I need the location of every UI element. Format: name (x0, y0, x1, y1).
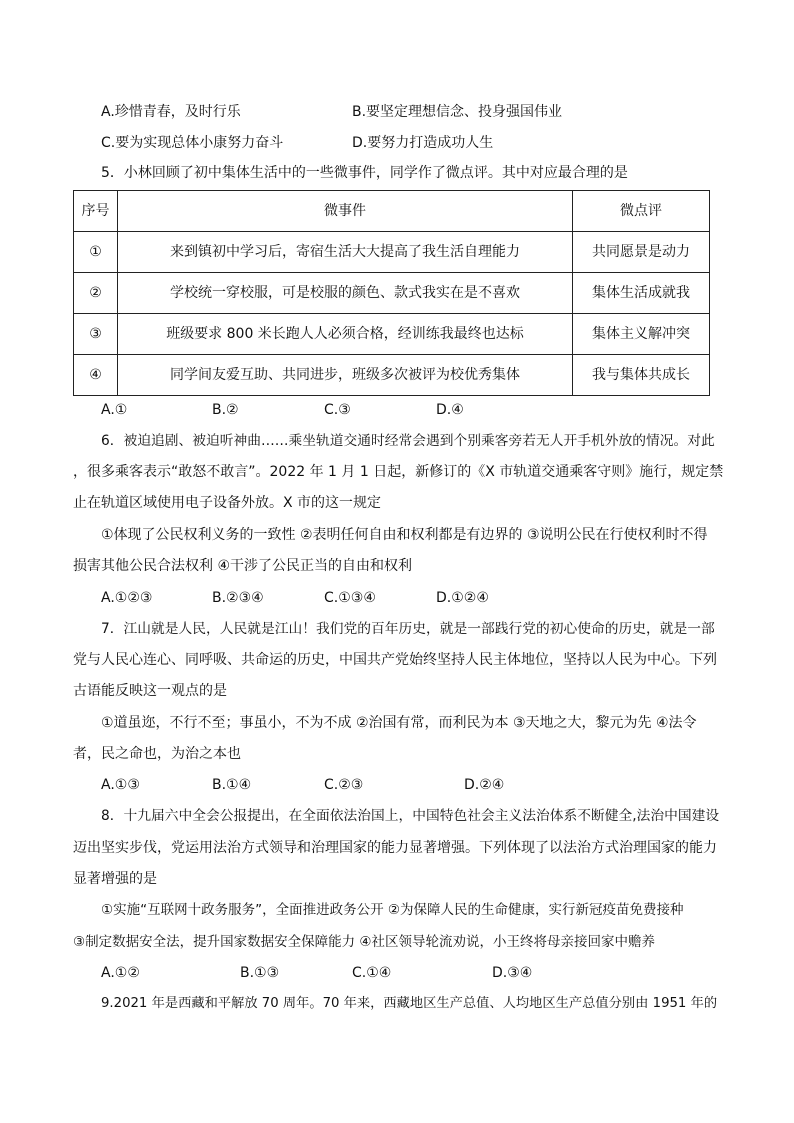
q7-option-a: A.①③ (101, 777, 140, 793)
row-event: 同学间友爱互助、共同进步，班级多次被评为校优秀集体 (118, 355, 573, 396)
q5-option-a: A.① (101, 402, 128, 418)
row-index: ① (74, 232, 118, 273)
row-comment: 我与集体共成长 (573, 355, 710, 396)
table-row (74, 232, 710, 273)
q4-option-a: A.珍惜青春，及时行乐 (101, 104, 241, 120)
q7-option-b: B.①④ (212, 777, 252, 793)
header-index: 序号 (74, 191, 118, 232)
q9-stem-line-1: 9.2021 年是西藏和平解放 70 周年。70 年来，西藏地区生产总值、人均地区生产总值分别由 1951 年的 (101, 996, 718, 1011)
q6-option-d: D.①②④ (436, 590, 489, 606)
q5-event-table (73, 190, 710, 396)
row-comment: 共同愿景是动力 (573, 232, 710, 273)
table-row (74, 355, 710, 396)
row-event: 班级要求 800 米长跑人人必须合格，经训练我最终也达标 (118, 314, 573, 355)
q8-stem-line-1: 8．十九届六中全会公报提出，在全面依法治国上，中国特色社会主义法治体系不断健全,法治中国建设 (101, 808, 720, 824)
q7-stem-line-3: 古语能反映这一观点的是 (73, 683, 227, 699)
row-comment: 集体主义解冲突 (573, 314, 710, 355)
q6-stem-line-2: ，很多乘客表示“敢怒不敢言”。2022 年 1 月 1 日起，新修订的《X 市轨道交通乘客守则》施行，规定禁 (73, 464, 724, 480)
row-index: ③ (74, 314, 118, 355)
table-header-row (74, 191, 710, 232)
q8-option-d: D.③④ (492, 965, 533, 981)
q4-option-c: C.要为实现总体小康努力奋斗 (101, 135, 284, 151)
q7-items-line-2: 者，民之命也，为治之本也 (73, 746, 241, 762)
q5-option-d: D.④ (436, 402, 464, 418)
table-row (74, 273, 710, 314)
q6-stem-line-3: 止在轨道区域使用电子设备外放。X 市的这一规定 (73, 495, 382, 511)
row-comment: 集体生活成就我 (573, 273, 710, 314)
q4-option-d: D.要努力打造成功人生 (352, 135, 494, 151)
q6-items-line-2: 损害其他公民合法权利 ④干涉了公民正当的自由和权利 (73, 558, 412, 574)
row-index: ④ (74, 355, 118, 396)
q8-stem-line-2: 迈出坚实步伐，党运用法治方式领导和治理国家的能力显著增强。下列体现了以法治方式治理国家的能力 (73, 840, 717, 856)
q5-stem: 5．小林回顾了初中集体生活中的一些微事件，同学作了微点评。其中对应最合理的是 (101, 165, 628, 181)
q6-items-line-1: ①体现了公民权利义务的一致性 ②表明任何自由和权利都是有边界的 ③说明公民在行使权利时不得 (101, 527, 708, 543)
q7-stem-line-2: 党与人民心连心、同呼吸、共命运的历史，中国共产党始终坚持人民主体地位，坚持以人民为中心。下列 (73, 652, 717, 668)
q8-items-line-2: ③制定数据安全法，提升国家数据安全保障能力 ④社区领导轮流劝说，小王终将母亲接回家中赡养 (73, 934, 655, 950)
q6-option-c: C.①③④ (324, 590, 376, 606)
row-event: 来到镇初中学习后，寄宿生活大大提高了我生活自理能力 (118, 232, 573, 273)
q7-stem-line-1: 7．江山就是人民，人民就是江山！我们党的百年历史，就是一部践行党的初心使命的历史，就是一部 (101, 621, 715, 637)
q8-stem-line-3: 显著增强的是 (73, 871, 157, 887)
q8-option-c: C.①④ (352, 965, 392, 981)
row-event: 学校统一穿校服，可是校服的颜色、款式我实在是不喜欢 (118, 273, 573, 314)
q8-option-b: B.①③ (240, 965, 280, 981)
q7-items-line-1: ①道虽迩，不行不至；事虽小，不为不成 ②治国有常，而利民为本 ③天地之大，黎元为先 ④法令 (101, 715, 697, 731)
q5-option-c: C.③ (324, 402, 351, 418)
q8-items-line-1: ①实施“互联网十政务服务”，全面推进政务公开 ②为保障人民的生命健康，实行新冠疫苗免费接种 (101, 902, 684, 918)
q4-option-b: B.要坚定理想信念、投身强国伟业 (352, 104, 563, 120)
q8-option-a: A.①② (101, 965, 140, 981)
q5-option-b: B.② (212, 402, 239, 418)
q6-option-a: A.①②③ (101, 590, 153, 606)
q6-option-b: B.②③④ (212, 590, 264, 606)
header-comment: 微点评 (573, 191, 710, 232)
header-event: 微事件 (118, 191, 573, 232)
q6-stem-line-1: 6．被迫追剧、被迫听神曲……乘坐轨道交通时经常会遇到个别乘客旁若无人开手机外放的情况。对此 (101, 433, 715, 449)
q7-option-c: C.②③ (324, 777, 364, 793)
q7-option-d: D.②④ (464, 777, 505, 793)
row-index: ② (74, 273, 118, 314)
table-row (74, 314, 710, 355)
